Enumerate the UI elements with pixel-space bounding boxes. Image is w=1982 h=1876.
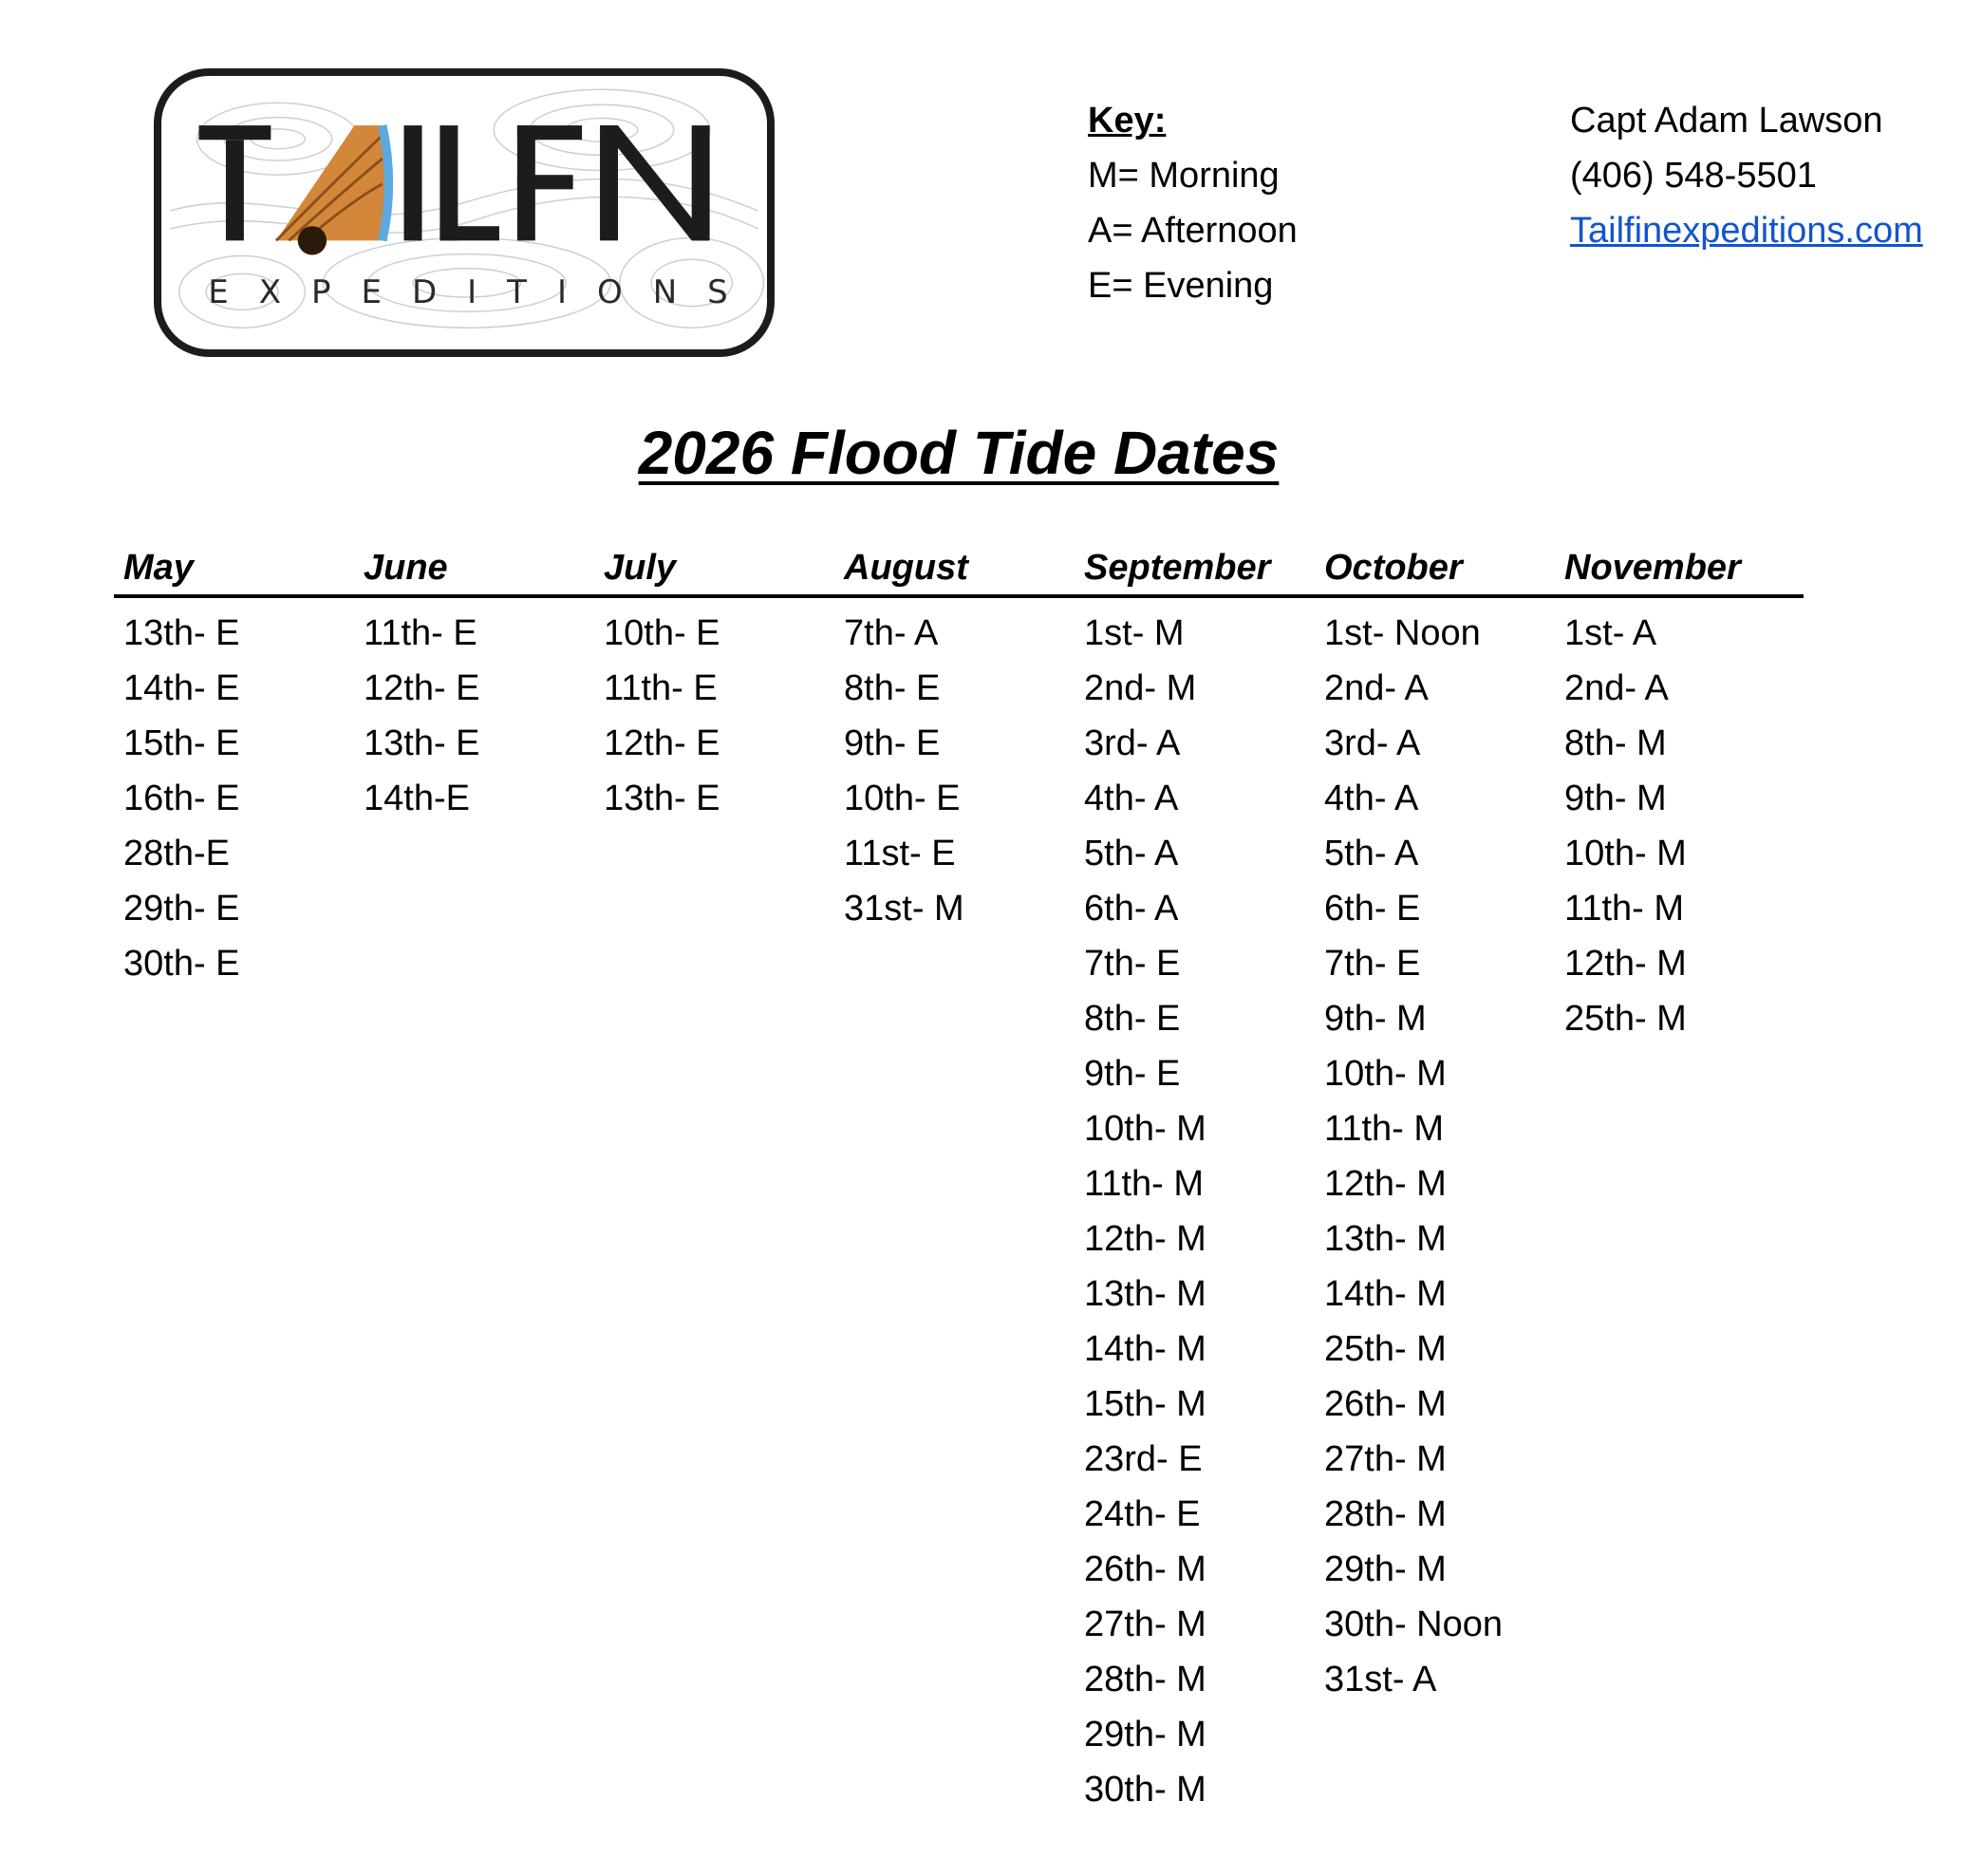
date-entry: 1st- A [1564, 613, 1657, 653]
tailfin-expeditions-logo [154, 68, 775, 357]
date-entry: 2nd- A [1324, 668, 1429, 708]
date-entry: 31st- A [1324, 1660, 1437, 1699]
month-header-june: June [364, 548, 448, 588]
date-entry: 11th- M [1084, 1164, 1205, 1204]
date-entry: 5th- A [1084, 834, 1179, 873]
month-header-may: May [123, 548, 194, 588]
date-entry: 26th- M [1084, 1549, 1206, 1589]
month-column-july [604, 606, 720, 826]
month-header-november: November [1564, 548, 1741, 588]
date-entry: 7th- E [1324, 944, 1421, 984]
date-entry: 12th- M [1324, 1164, 1447, 1204]
date-entry: 15th- E [123, 723, 240, 763]
date-entry: 27th- M [1324, 1439, 1447, 1479]
website-link[interactable]: Tailfinexpeditions.com [1570, 211, 1923, 251]
date-entry: 10th- M [1084, 1109, 1206, 1149]
month-column-november [1564, 606, 1687, 1046]
date-entry: 7th- E [1084, 944, 1181, 984]
date-entry: 15th- M [1084, 1384, 1206, 1424]
date-entry: 30th- E [123, 944, 240, 984]
date-entry: 8th- M [1564, 723, 1667, 763]
date-entry: 13th- E [123, 613, 240, 653]
date-entry: 6th- A [1084, 889, 1179, 929]
date-entry: 13th- M [1324, 1219, 1447, 1259]
date-entry: 28th-E [123, 834, 230, 873]
date-entry: 10th- E [844, 779, 961, 818]
date-entry: 9th- M [1324, 999, 1427, 1039]
logo-tagline: EXPEDITIONS [208, 273, 758, 311]
date-entry: 7th- A [844, 613, 939, 653]
date-entry: 1st- Noon [1324, 613, 1481, 653]
key-item-morning: M= Morning [1088, 156, 1280, 196]
date-entry: 5th- A [1324, 834, 1419, 873]
month-header-august: August [844, 548, 968, 588]
date-entry: 3rd- A [1084, 723, 1181, 763]
date-entry: 11th- E [364, 613, 477, 653]
date-entry: 4th- A [1324, 779, 1419, 818]
date-entry: 24th- E [1084, 1494, 1201, 1534]
date-entry: 14th- M [1324, 1274, 1447, 1314]
date-entry: 29th- M [1324, 1549, 1447, 1589]
date-entry: 8th- E [844, 668, 941, 708]
date-entry: 2nd- M [1084, 668, 1197, 708]
date-entry: 29th- E [123, 889, 240, 929]
date-entry: 12th- E [364, 668, 480, 708]
date-entry: 8th- E [1084, 999, 1181, 1039]
month-header-row [114, 545, 1804, 598]
contact-phone: (406) 548-5501 [1570, 156, 1817, 196]
month-column-june [364, 606, 480, 826]
date-entry: 4th- A [1084, 779, 1179, 818]
date-entry: 30th- Noon [1324, 1604, 1504, 1644]
date-entry: 3rd- A [1324, 723, 1421, 763]
date-entry: 11th- E [604, 668, 718, 708]
date-entry: 14th- E [123, 668, 240, 708]
date-entry: 16th- E [123, 779, 240, 818]
date-entry: 31st- M [844, 889, 964, 929]
page-title: 2026 Flood Tide Dates [638, 419, 1280, 487]
contact-info [1570, 93, 1923, 258]
key-title: Key: [1088, 101, 1167, 141]
month-header-october: October [1324, 548, 1463, 588]
contact-name: Capt Adam Lawson [1570, 101, 1883, 141]
date-entry: 13th- E [604, 779, 720, 818]
date-entry: 10th- M [1564, 834, 1687, 873]
date-entry: 9th- M [1564, 779, 1667, 818]
date-entry: 29th- M [1084, 1715, 1206, 1754]
month-header-july: July [604, 548, 677, 588]
flood-tide-schedule [114, 545, 1804, 1810]
date-entry: 9th- E [844, 723, 941, 763]
date-entry: 12th- M [1084, 1219, 1206, 1259]
date-entry: 28th- M [1324, 1494, 1447, 1534]
key-legend [1088, 93, 1298, 313]
date-entry: 25th- M [1324, 1329, 1447, 1369]
date-entry: 1st- M [1084, 613, 1185, 653]
date-entry: 26th- M [1324, 1384, 1447, 1424]
date-entry: 2nd- A [1564, 668, 1669, 708]
date-entry: 10th- E [604, 613, 720, 653]
date-entry: 14th- M [1084, 1329, 1206, 1369]
month-column-september [1084, 606, 1206, 1817]
date-entry: 13th- M [1084, 1274, 1206, 1314]
date-entry: 9th- E [1084, 1054, 1181, 1094]
month-column-august [844, 606, 964, 936]
date-entry: 12th- E [604, 723, 720, 763]
month-header-september: September [1084, 548, 1271, 588]
date-entry: 27th- M [1084, 1604, 1206, 1644]
date-entry: 23rd- E [1084, 1439, 1203, 1479]
date-entry: 28th- M [1084, 1660, 1206, 1699]
date-entry: 13th- E [364, 723, 480, 763]
month-column-october [1324, 606, 1503, 1707]
key-item-afternoon: A= Afternoon [1088, 211, 1298, 251]
date-entry: 11th- M [1564, 889, 1685, 929]
date-entry: 30th- M [1084, 1770, 1206, 1810]
date-entry: 11th- M [1324, 1109, 1445, 1149]
date-entry: 11st- E [844, 834, 956, 873]
date-entry: 25th- M [1564, 999, 1687, 1039]
date-entry: 14th-E [364, 779, 470, 818]
date-entry: 6th- E [1324, 889, 1421, 929]
key-item-evening: E= Evening [1088, 266, 1274, 306]
date-entry: 12th- M [1564, 944, 1687, 984]
date-entry: 10th- M [1324, 1054, 1447, 1094]
month-column-may [123, 606, 240, 991]
